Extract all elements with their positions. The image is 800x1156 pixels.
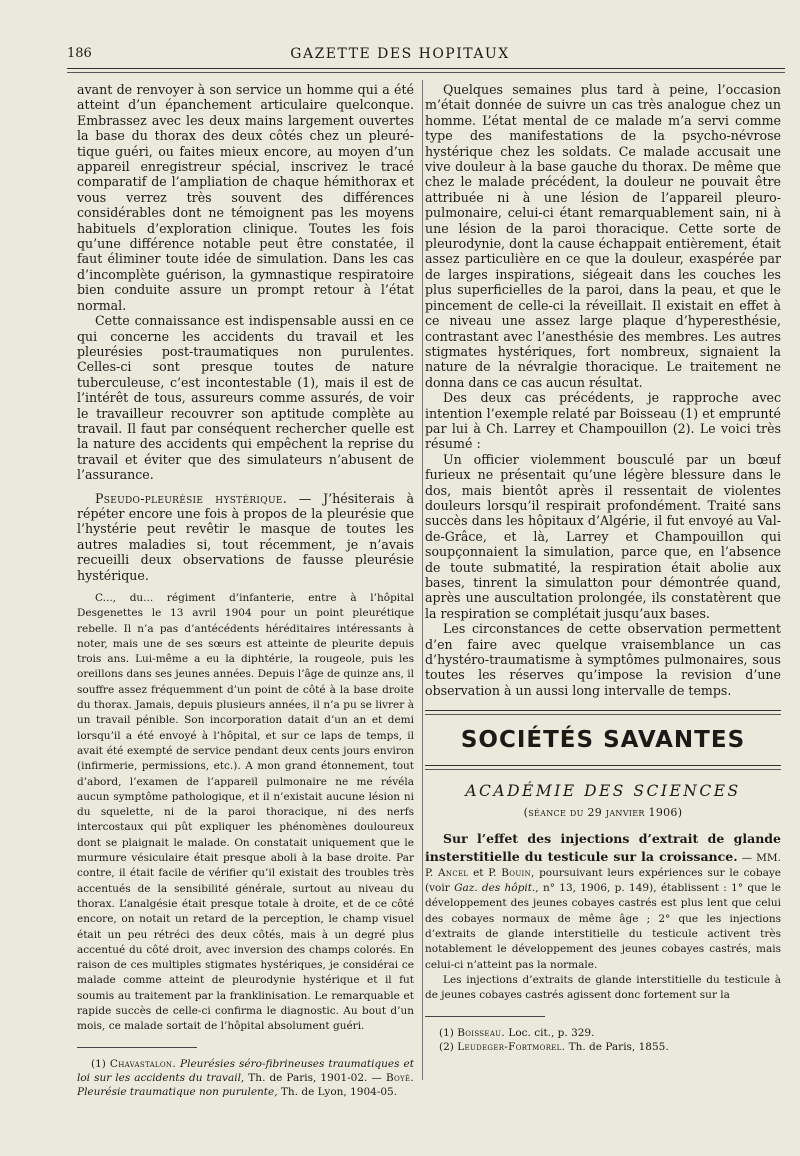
paragraph: Quelques semaines plus tard à peine, l’occasion m’était donnée de suivre un cas très analogue chez un homme. L’état mental de ce malade m’a servi comme type des manifestations de la psycho-névrose hystérique chez les soldats. Ce malade accusait une vive douleur à la base gauche du thorax. De même que chez le malade précédent, la douleur ne pouvait être attribuée ni à une lésion de l’appareil pleuro-pulmonaire, celui-ci étant remarquablement sain, ni à une lésion de la paroi thoracique. Cette sorte de pleurodynie, dont la cause échappait entièrement, était assez particulière en ce que la douleur, exaspérée par de larges inspirations, siégeait dans les couches les plus superficielles de la paroi, dans la peau, et que le pincement de celle-ci la réveillait. Il existait en effet à ce niveau une assez large plaque d’hyperesthésie, contrastant avec l’anesthésie des membres. Les autres stigmates hystériques, fort nombreux, signaient la nature de la névralgie thoracique. Le traitement ne donna dans ce cas aucun résultat. [425,82,781,390]
academy-title: ACADÉMIE DES SCIENCES [465,782,741,801]
footnote-rule [77,1047,197,1048]
left-column [77,82,414,1140]
footnote: (1) Boisseau. Loc. cit., p. 329. [439,1026,595,1039]
footnote-rule [425,1016,545,1017]
page-number: 186 [67,46,92,61]
paragraph: Un officier violemment bousculé par un bœuf furieux ne présentait qu’une légère blessure dans le dos, mais bientôt après il ressentait de violentes douleurs lorsqu’il respirait profondément. Traité sans succès dans les hôpitaux d’Algérie, il fut envoyé au Val-de-Grâce, et là, Larrey et Champouillon qui soupçonnaient la simulation, parce que, en l’absence de toute submatité, la respiration était abolie aux bases, tinrent la simulatton pour démontrée quand, après une auscultation prolongée, ils constatèrent que la respiration se complétait jusqu’aux bases. [425,451,781,621]
paragraph: Les circonstances de cette observation permettent d’en faire avec quelque vraisemblance un cas d’hystéro-traumatisme à symptômes pulmonaires, sous toutes les réserves qu’impose la revision d’une observation à un aussi long intervalle de temps. [425,621,781,698]
running-head: GAZETTE DES HOPITAUX [290,46,510,62]
case-report: C..., du... régiment d’infanterie, entre à l’hôpital Desgenettes le 13 avril 1904 pour un point pleurétique rebelle. Il n’a pas d’antécédents héréditaires intéressants à noter, mais une de ses sœurs est atteinte de pleurite depuis trois ans. Lui-même a eu la diphtérie, la rougeole, puis les oreillons dans ses jeunes années. Depuis l’âge de quinze ans, il souffre assez fréquemment d’un point de côté à la base droite du thorax. Jamais, depuis plusieurs années, il n’a pu se livrer à un travail pénible. Son incorporation datait d’un an et demi lorsqu’il a été envoyé à l’hôpital, et sur ce laps de temps, il avait été exempté de service pendant deux cents jours environ (infirmerie, permissions, etc.). A mon grand étonnement, tout d’abord, l’examen de l’appareil pulmonaire ne me révéla aucun symptôme pathologique, et il n’existait aucune lésion ni du squelette, ni de la paroi thoracique, ni des nerfs intercostaux qui pût expliquer les phénomènes douloureux dont se plaignait le malade. On constatait uniquement que le murmure vésiculaire était presque aboli à la base droite. Par contre, il était facile de vérifier qu’il existait des troubles très accentués de la sensibilité générale, surtout au niveau du thorax. L’analgésie était presque totale à droite, et de ce côté encore, on notait un retard de la perception, le champ visuel était un peu rétréci des deux côtés, mais à un degré plus accentué du côté droit, avec inversion des champs colorés. En raison de ces multiples stigmates hystériques, je considérai ce malade comme atteint de pleurodynie hystérique et il fut soumis au traitement par la franklinisation. Le remarquable et rapide succès de celle-ci confirma le diagnostic. Au bout d’un mois, ce malade sortait de l’hôpital absolument guéri. [77,592,414,1033]
section-title: SOCIÉTÉS SAVANTES [460,727,746,754]
paragraph: Des deux cas précédents, je rapproche avec intention l’exemple relaté par Boisseau (1) et emprunté par lui à Ch. Larrey et Champouillon (2). Le voici très résumé : [425,390,781,452]
header-rule [67,68,785,73]
section-heading: Pseudo-pleurésie hystérique. [95,490,288,506]
section-rule [425,765,781,770]
report-paragraph: Sur l’effet des injections d’extrait de glande insterstitielle du testicule sur la croissance. — MM. P. Ancel et P. Bouin, poursuivant leurs expériences sur le cobaye (voir Gaz. des hôpit., n° 13, 1906, p. 149), établissent : 1° que le développement des jeunes cobayes castrés est plus lent que celui des cobayes normaux de même âge ; 2° que les injections d’extraits de glande interstitielle du testicule activent très notablement le développement des jeunes cobayes castrés, mais celui-ci n’atteint pas la normale. [425,831,781,971]
footnote: (1) Chavastalon. Pleurésies séro-fibrineuses traumatiques et loi sur les accidents du travail, Th. de Paris, 1901-02. — Boyé. Pleurésie traumatique non purulente, Th. de Lyon, 1904-05. [77,1057,414,1098]
report-title: Sur l’effet des injections d’extrait de glande insterstitielle du testicule sur la croissance. [425,831,781,864]
column-divider [422,80,423,1080]
paragraph: avant de renvoyer à son service un homme qui a été atteint d’un épanchement articulaire quelconque. Embrassez avec les deux mains largement ouvertes la base du thorax des deux côtés chez un pleuré-tique guéri, ou faites mieux encore, au moyen d’un appareil enregistreur spécial, inscrivez le tracé comparatif de l’ampliation de chaque hémithorax et vous verrez très souvent des différences considérables dont ne témoignent pas les moyens habituels d’exploration clinique. Toutes les fois qu’une différence notable peut être constatée, il faut éliminer toute idée de simulation. Dans les cas d’incomplète guérison, la gymnastique respiratoire bien conduite assure un prompt retour à l’état normal. [77,82,414,313]
footnote: (2) Leudeger-Fortmorel. Th. de Paris, 1855. [439,1040,669,1053]
paragraph-text: — J’hésiterais à répéter encore une fois à propos de la pleurésie que l’hystérie peut revêtir le masque de toutes les autres maladies si, tout récemment, je n’avais recueilli deux observations de fausse pleurésie hystérique. [77,490,414,583]
session-date: (séance du 29 janvier 1906) [523,806,683,820]
paragraph: Cette connaissance est indispensable aussi en ce qui concerne les accidents du travail et les pleurésies post-traumatiques non purulentes. Celles-ci sont presque toutes de nature tuberculeuse, c’est incontestable (1), mais il est de l’intérêt de tous, assureurs comme assurés, de voir le travailleur recouvrer son aptitude complète au travail. Il faut par conséquent rechercher quelle est la nature des accidents qui empêchent la reprise du travail et éviter que des simulateurs n’abusent de l’assurance. [77,313,414,483]
section-rule [425,710,781,715]
report-paragraph: Les injections d’extraits de glande interstitielle du testicule à de jeunes cobayes castrés agissent donc fortement sur la [425,973,781,1002]
paragraph [77,491,414,583]
right-column [425,82,781,1140]
